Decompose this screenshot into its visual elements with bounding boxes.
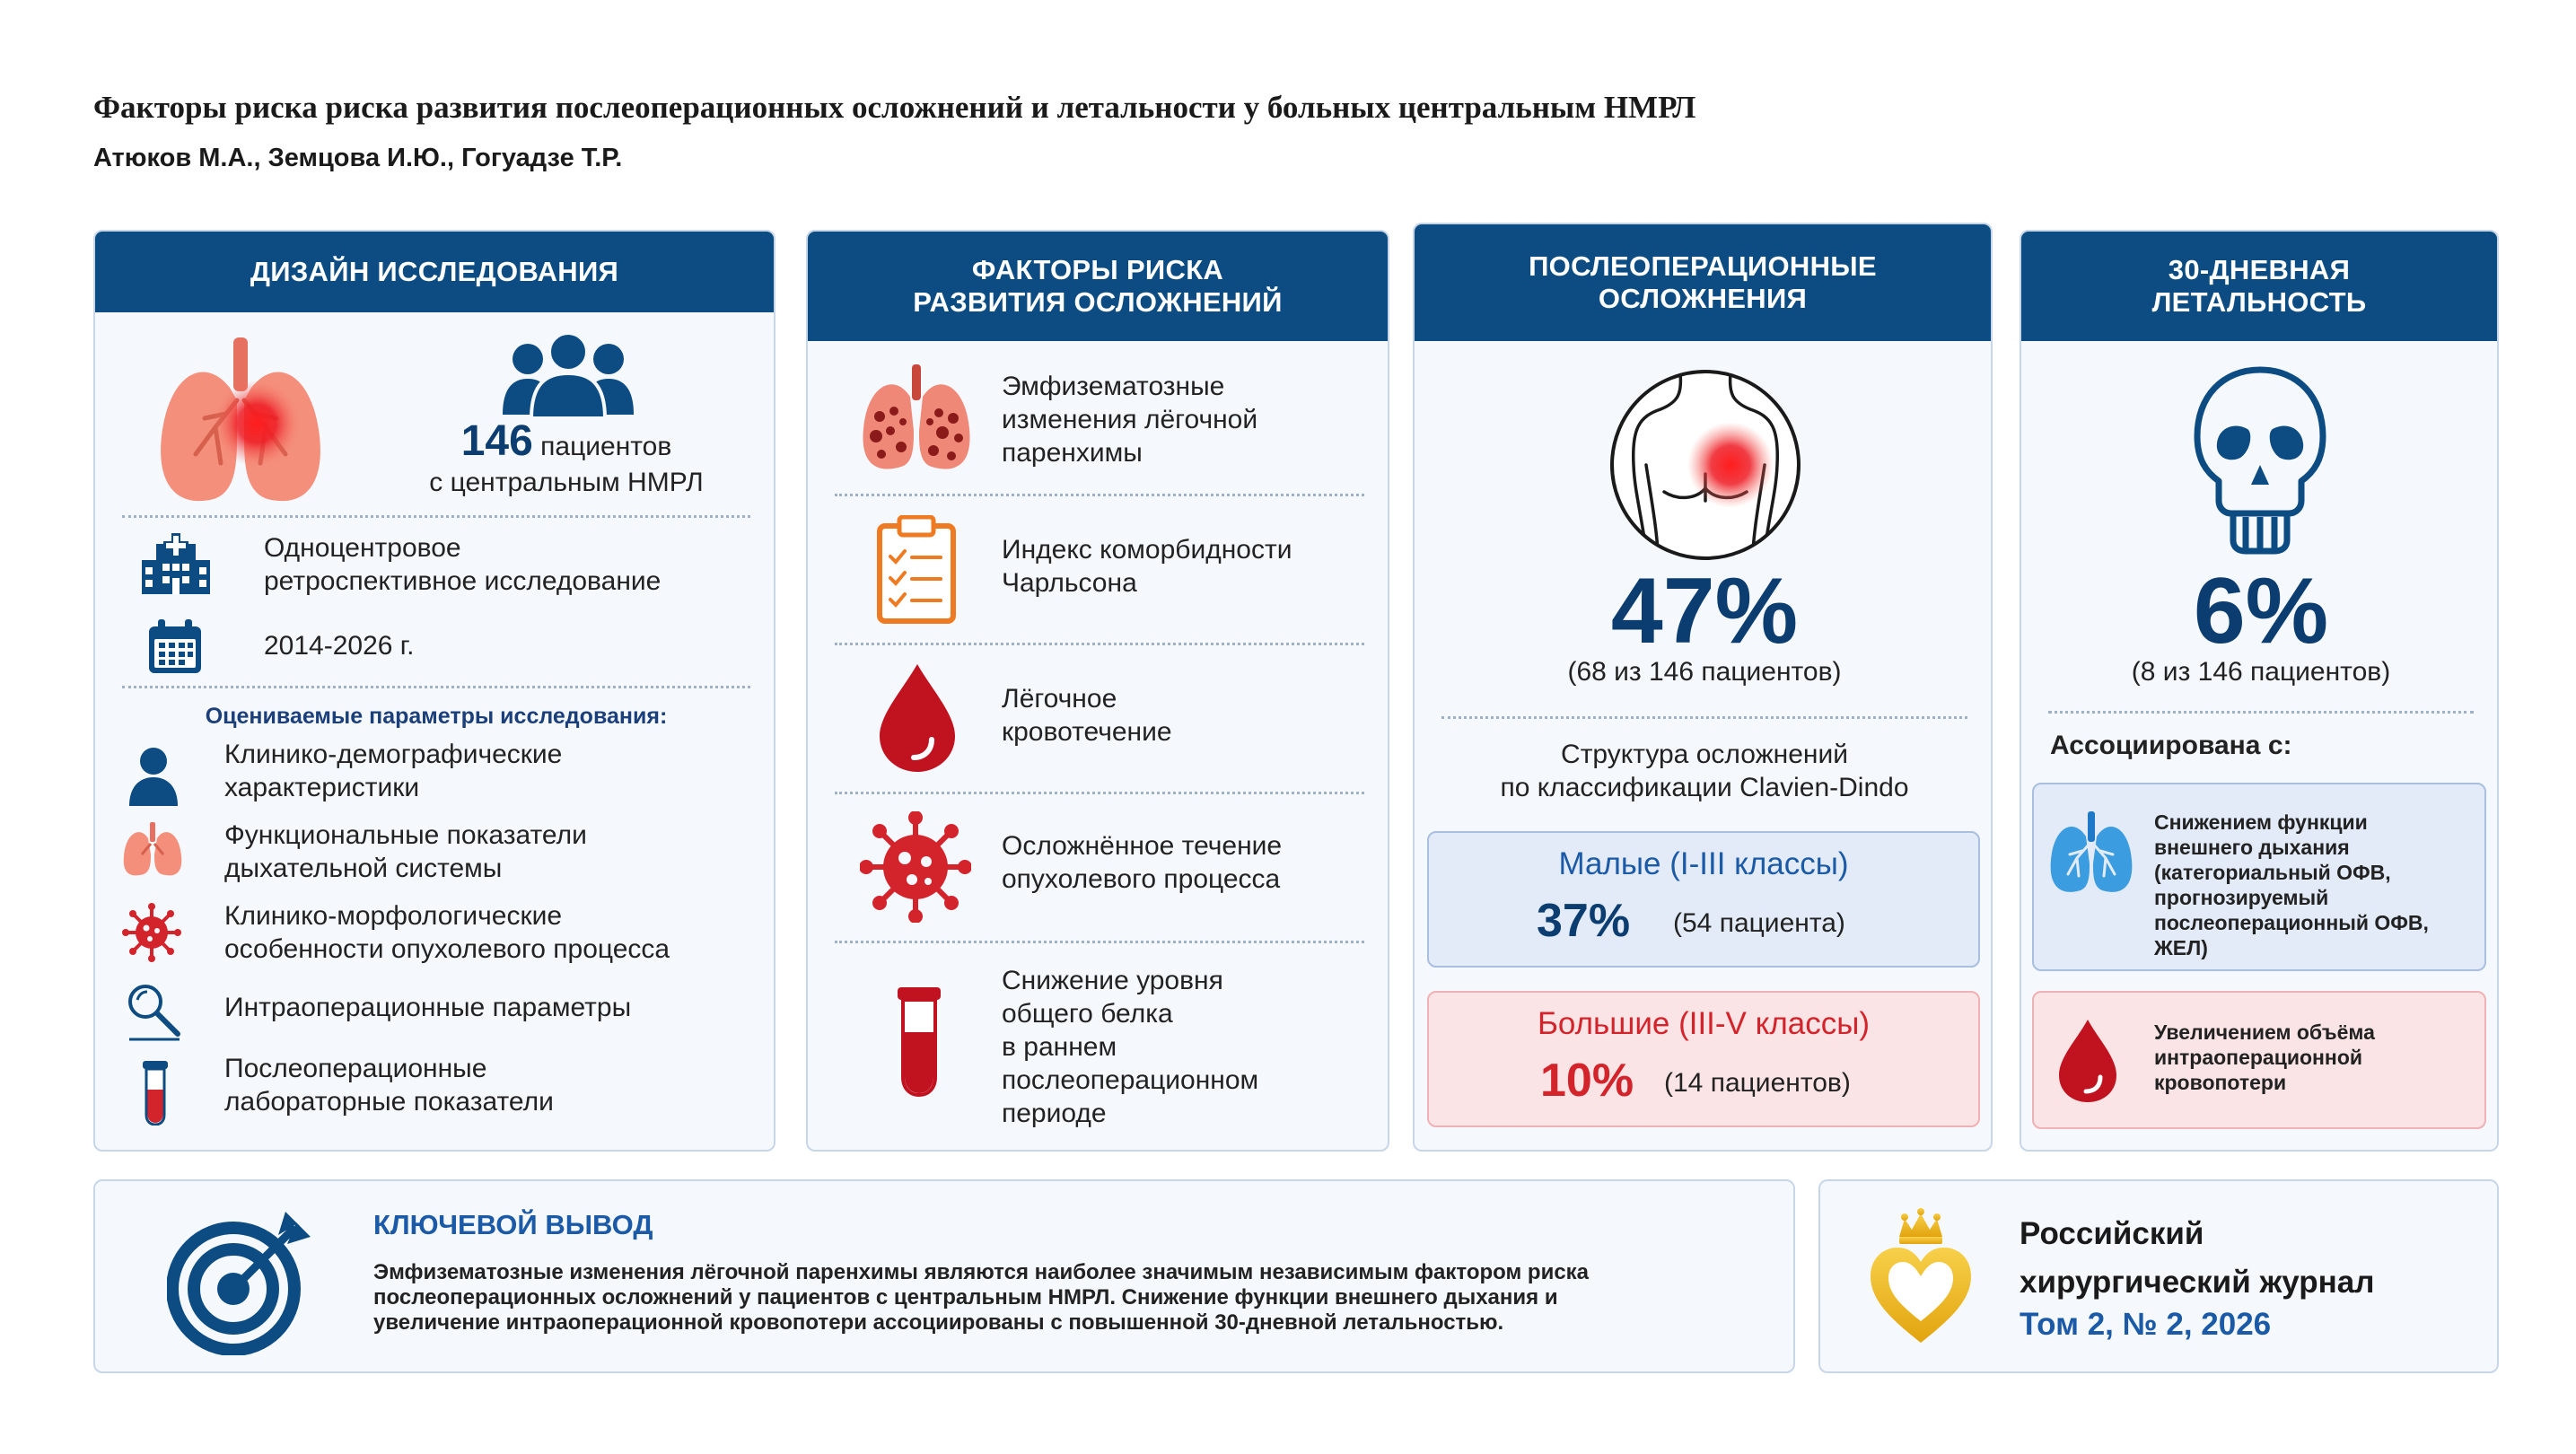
divider [122, 686, 750, 688]
risk-factor-line: Лёгочное [1002, 684, 1117, 714]
clipboard-icon [876, 515, 957, 625]
study-type-line2: ретроспективное исследование [264, 566, 662, 596]
risk-factor-line: кровотечение [1002, 717, 1172, 747]
divider [2048, 711, 2474, 714]
minor-label: Малые (I-III классы) [1558, 846, 1849, 881]
assoc-line: кровопотери [2154, 1071, 2287, 1094]
risk-factor-item [1002, 370, 1379, 469]
mortality-heading-line2: ЛЕТАЛЬНОСТЬ [2151, 286, 2367, 318]
param-line1: Функциональные показатели [224, 820, 587, 850]
lungs-tumor-icon [151, 337, 330, 517]
calendar-icon [147, 619, 203, 675]
risk-factor-line: в раннем [1002, 1032, 1117, 1062]
complications-heading [1415, 224, 1991, 341]
minor-count: (54 пациента) [1673, 908, 1845, 938]
param-line1: Интраоперационные параметры [224, 993, 632, 1022]
virus-icon [122, 903, 181, 962]
mortality-card [2020, 230, 2499, 1152]
patients-unit: пациентов [540, 432, 672, 461]
risk-factor-line: Эмфизематозные [1002, 372, 1225, 401]
major-complications-box [1427, 991, 1980, 1127]
risk-factor-line: послеоперационном [1002, 1065, 1259, 1095]
patients-summary [391, 417, 741, 501]
structure-line2: по классификации Clavien-Dindo [1500, 773, 1909, 802]
assoc-box-blood [2032, 991, 2486, 1129]
patients-count: 146 [460, 417, 533, 465]
risk-factors-heading-line1: ФАКТОРЫ РИСКА [971, 254, 1224, 285]
assoc-line: внешнего дыхания [2154, 836, 2350, 859]
divider [835, 494, 1364, 496]
journal-name-line1: Российский [2020, 1216, 2204, 1251]
param-item [224, 991, 763, 1024]
major-percent: 10% [1540, 1055, 1634, 1107]
param-line2: дыхательной системы [224, 854, 503, 883]
assoc-line: ЖЕЛ) [2154, 936, 2208, 959]
mortality-heading [2021, 232, 2497, 341]
risk-factors-heading-line2: РАЗВИТИЯ ОСЛОЖНЕНИЙ [913, 286, 1283, 318]
risk-factor-item [1002, 682, 1379, 749]
study-period: 2014-2026 г. [264, 631, 415, 661]
risk-factor-line: Индекс коморбидности [1002, 535, 1292, 565]
conclusion-heading: КЛЮЧЕВОЙ ВЫВОД [373, 1209, 653, 1240]
conclusion-text [373, 1260, 1774, 1336]
blood-drop-icon [2057, 1018, 2118, 1104]
journal-name [2020, 1210, 2486, 1307]
params-heading: Оцениваемые параметры исследования: [205, 704, 668, 729]
patients-desc: с центральным НМРЛ [429, 468, 704, 497]
param-item [224, 819, 763, 885]
magnifier-icon [126, 982, 183, 1041]
person-icon [127, 747, 180, 806]
page-title: Факторы риска риска развития послеоперационных осложнений и летальности у больных центральным НМРЛ [93, 90, 1696, 125]
test-tube-icon [140, 1059, 171, 1126]
minor-complications-box [1427, 831, 1980, 968]
conclusion-card [93, 1179, 1795, 1373]
complications-card [1413, 223, 1993, 1152]
param-item [224, 899, 775, 966]
divider [835, 941, 1364, 943]
param-item [224, 738, 763, 804]
assoc-line: Снижением функции [2154, 810, 2368, 834]
lungs-icon [122, 822, 183, 878]
journal-logo-icon [1867, 1206, 1975, 1350]
study-design-heading-text: ДИЗАЙН ИССЛЕДОВАНИЯ [250, 256, 619, 287]
structure-line1: Структура осложнений [1561, 740, 1848, 769]
study-design-heading [95, 232, 774, 312]
risk-factor-line: Осложнённое течение [1002, 831, 1283, 861]
param-line2: лабораторные показатели [224, 1087, 554, 1117]
study-design-card [93, 230, 775, 1152]
param-line1: Послеоперационные [224, 1054, 487, 1083]
journal-issue: Том 2, № 2, 2026 [2020, 1307, 2272, 1342]
divider [122, 515, 750, 518]
assoc-item [2154, 810, 2477, 960]
major-label: Большие (III-V классы) [1537, 1006, 1871, 1041]
param-item [224, 1052, 763, 1118]
divider [835, 643, 1364, 645]
risk-factor-line: паренхимы [1002, 438, 1143, 468]
param-line2: характеристики [224, 773, 420, 802]
patients-group-icon [501, 332, 635, 418]
complications-heading-line2: ОСЛОЖНЕНИЯ [1598, 283, 1808, 314]
study-type-line1: Одноцентровое [264, 533, 461, 563]
emphysema-lungs-icon [860, 364, 973, 477]
assoc-line: прогнозируемый [2154, 886, 2329, 909]
assoc-line: Увеличением объёма [2154, 1020, 2375, 1044]
torso-icon [1607, 366, 1804, 564]
risk-factor-line: опухолевого процесса [1002, 864, 1281, 894]
journal-name-line2: хирургический журнал [2020, 1265, 2375, 1300]
param-line2: особенности опухолевого процесса [224, 934, 670, 964]
risk-factors-card [806, 230, 1389, 1152]
authors: Атюков М.А., Земцова И.Ю., Гогуадзе Т.Р. [93, 144, 623, 172]
journal-card [1818, 1179, 2499, 1373]
risk-factors-heading [808, 232, 1388, 341]
minor-percent: 37% [1537, 895, 1631, 947]
risk-factor-line: общего белка [1002, 999, 1173, 1029]
risk-factor-item [1002, 829, 1379, 896]
target-icon [167, 1203, 320, 1355]
conclusion-line: послеоперационных осложнений у пациентов с центральным НМРЛ. Снижение функции внешнего дыхания и [373, 1285, 1558, 1309]
risk-factor-line: Чарльсона [1002, 568, 1137, 598]
assoc-box-lung [2032, 783, 2486, 971]
major-count: (14 пациентов) [1664, 1068, 1851, 1098]
assoc-line: (категориальный ОФВ, [2154, 861, 2391, 884]
risk-factor-line: периоде [1002, 1099, 1107, 1128]
complications-count: (68 из 146 пациентов) [1567, 657, 1842, 687]
assoc-line: интраоперационной [2154, 1046, 2363, 1069]
mortality-count: (8 из 146 пациентов) [2131, 657, 2391, 687]
param-line1: Клинико-демографические [224, 740, 563, 769]
structure-caption [1415, 738, 1993, 804]
conclusion-line: увеличение интраоперационной кровопотери ассоциированы с повышенной 30-дневной летальностью. [373, 1310, 1504, 1335]
divider [1441, 716, 1967, 719]
risk-factor-item [1002, 533, 1379, 600]
mortality-heading-line1: 30-ДНЕВНАЯ [2168, 254, 2351, 285]
divider [835, 792, 1364, 794]
complications-percent: 47% [1610, 559, 1799, 663]
skull-icon [2190, 364, 2330, 556]
assoc-label: Ассоциирована с: [2050, 731, 2292, 760]
lungs-blue-icon [2048, 811, 2134, 898]
assoc-line: послеоперационный ОФВ, [2154, 911, 2429, 934]
param-line1: Клинико-морфологические [224, 901, 563, 931]
risk-factor-line: Снижение уровня [1002, 966, 1223, 995]
conclusion-line: Эмфизематозные изменения лёгочной паренхимы являются наиболее значимым независимым фактором риска [373, 1260, 1590, 1284]
complications-heading-line1: ПОСЛЕОПЕРАЦИОННЫЕ [1529, 250, 1877, 282]
mortality-percent: 6% [2193, 559, 2329, 663]
risk-factor-line: изменения лёгочной [1002, 405, 1258, 434]
assoc-item [2154, 1020, 2477, 1095]
study-type [264, 531, 749, 598]
hospital-icon [140, 533, 212, 596]
virus-icon [860, 811, 971, 923]
test-tube-icon [894, 985, 944, 1097]
risk-factor-item [1002, 964, 1379, 1130]
blood-drop-icon [878, 662, 957, 774]
